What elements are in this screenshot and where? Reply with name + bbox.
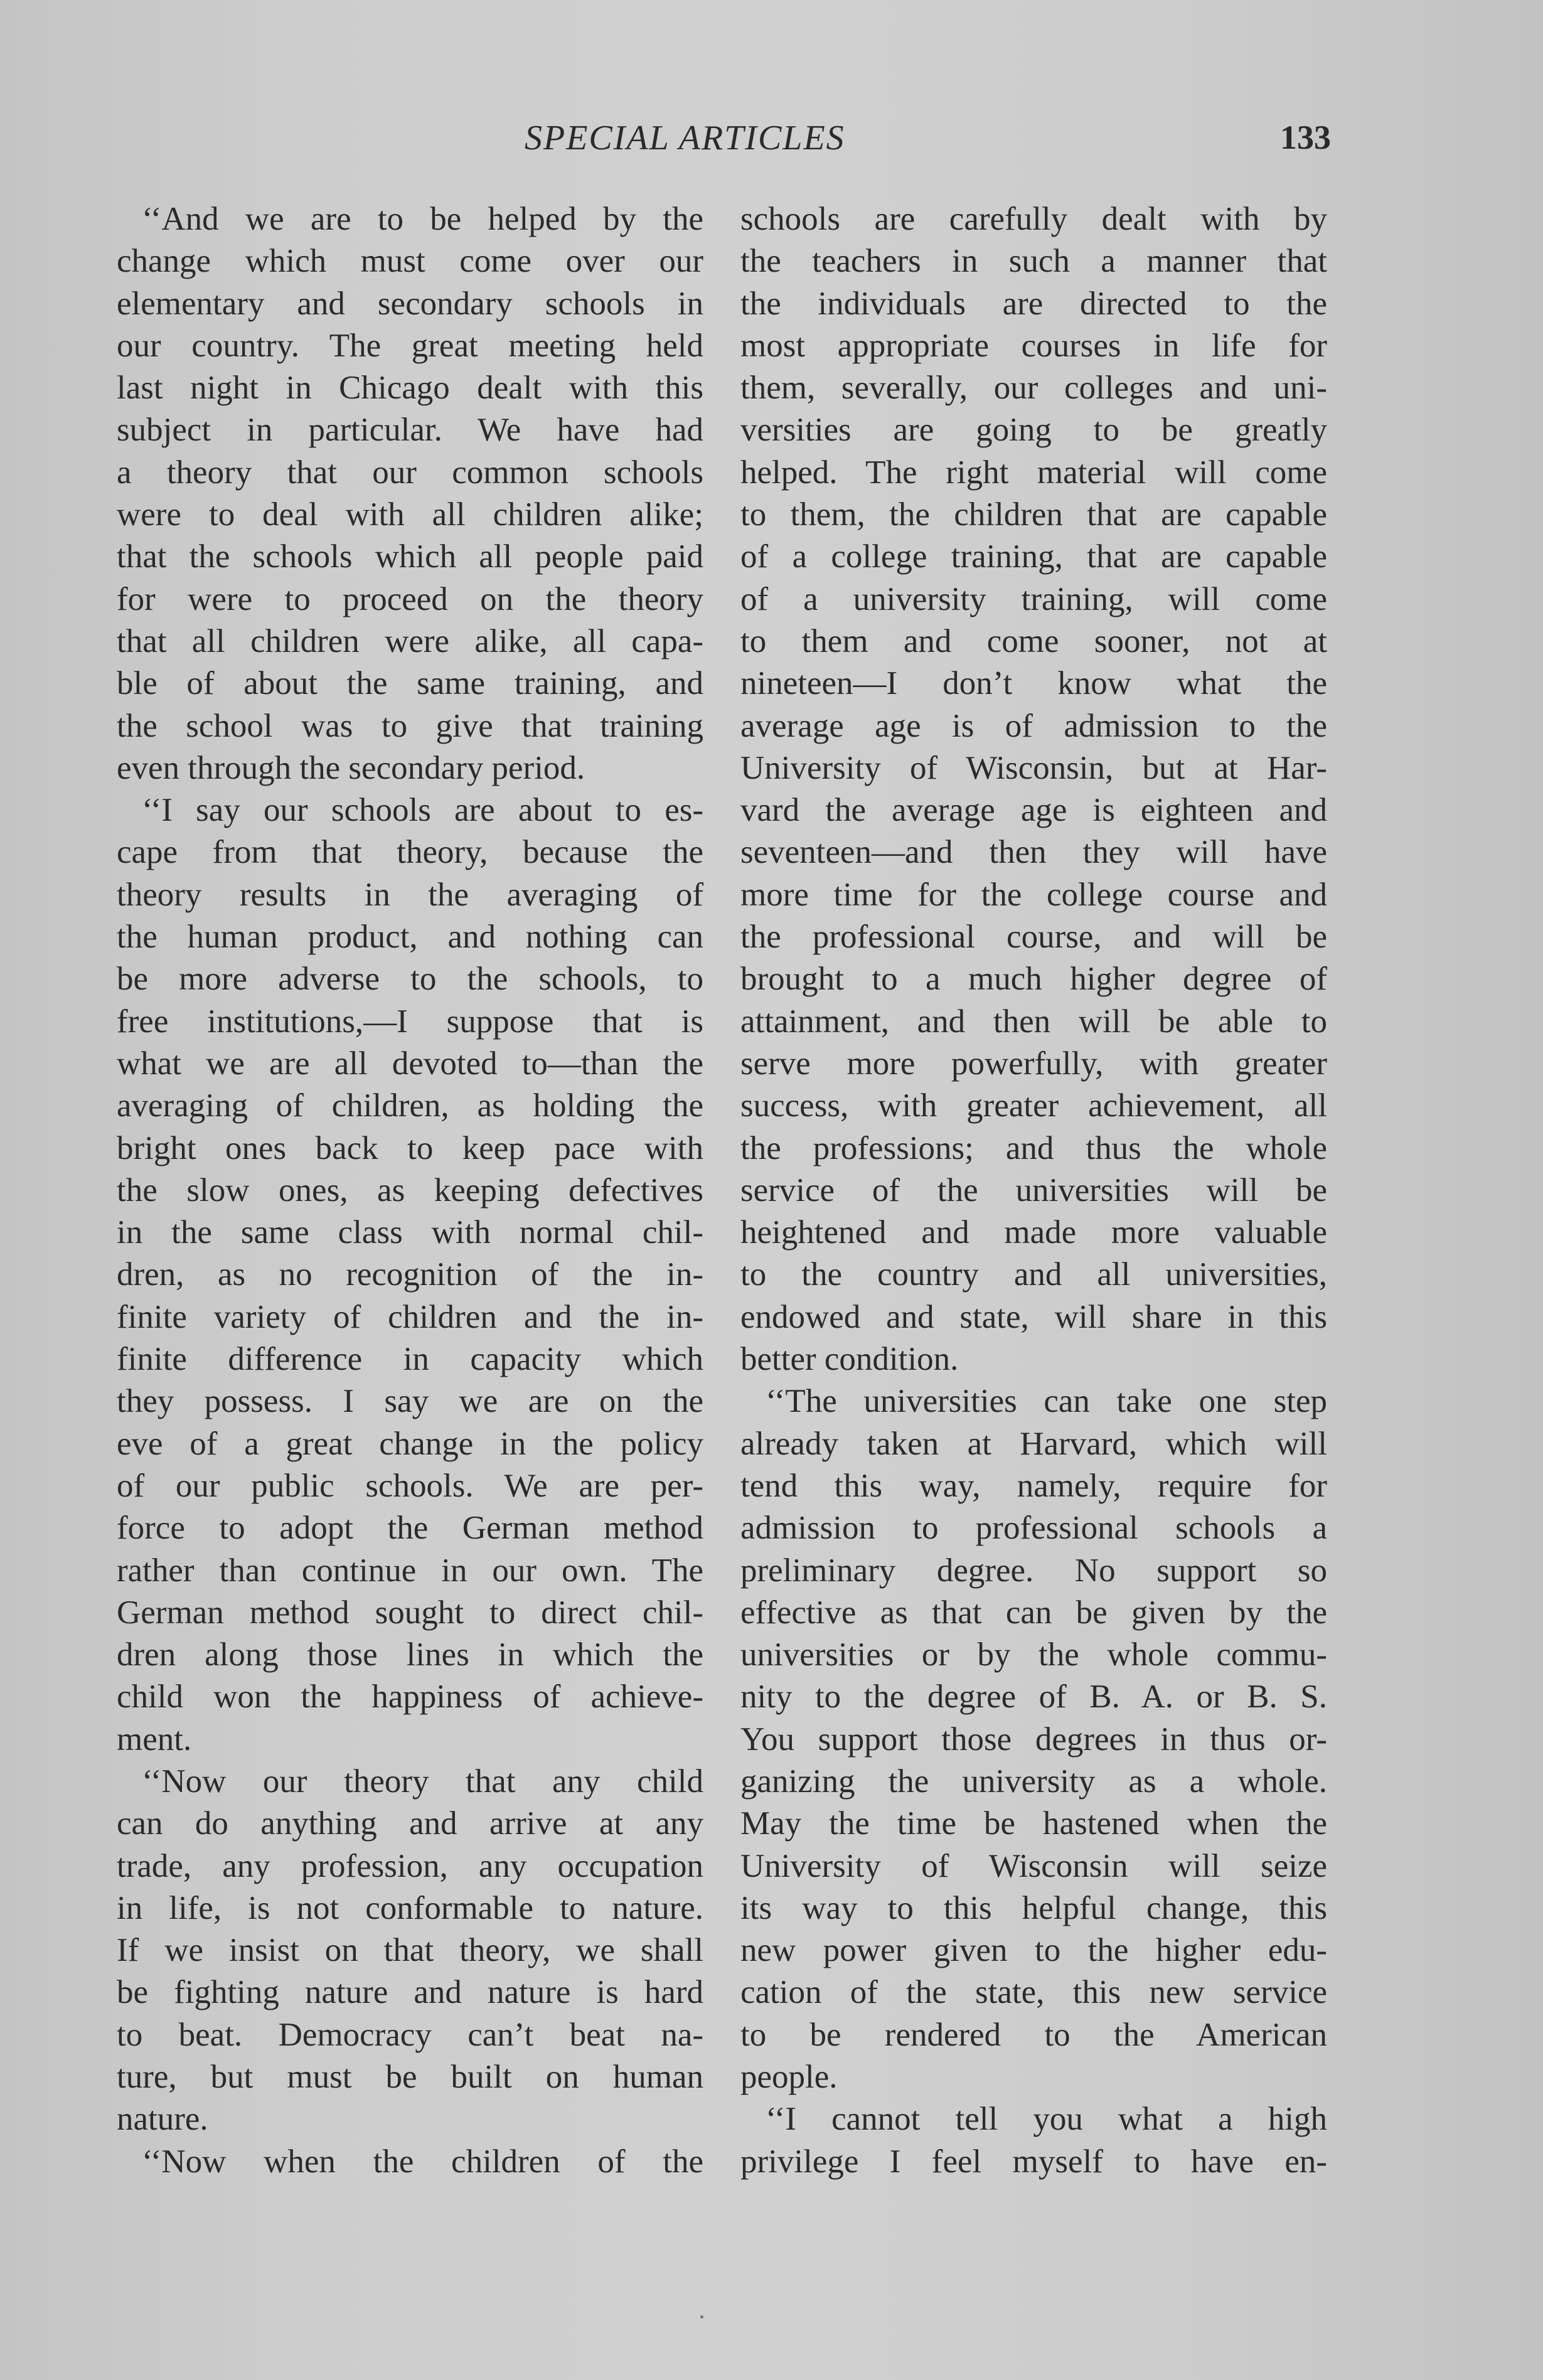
text-line: can do anything and arrive at any [117, 1805, 703, 1842]
text-line: ment. [117, 1721, 192, 1758]
text-line: German method sought to direct chil- [117, 1594, 703, 1631]
text-line: bright ones back to keep pace with [117, 1129, 703, 1166]
text-line: seventeen—and then they will have [740, 834, 1327, 871]
text-line: of a university training, will come [740, 580, 1327, 617]
text-line: of a college training, that are capable [740, 538, 1327, 575]
text-line: success, with greater achievement, all [740, 1087, 1327, 1124]
text-line: ‘‘I say our schools are about to es- [142, 792, 703, 829]
text-line: ‘‘And we are to be helped by the [142, 201, 703, 237]
text-line: to be rendered to the American [740, 2016, 1327, 2053]
text-line: finite variety of children and the in- [117, 1298, 703, 1335]
text-line: nity to the degree of B. A. or B. S. [740, 1678, 1327, 1716]
text-line: ture, but must be built on human [117, 2059, 703, 2096]
text-line: tend this way, namely, require for [740, 1467, 1327, 1504]
print-speck [700, 2315, 703, 2319]
text-line: cation of the state, this new service [740, 1974, 1327, 2011]
text-line: child won the happiness of achieve- [117, 1678, 703, 1716]
text-line: already taken at Harvard, which will [740, 1425, 1327, 1462]
text-line: privilege I feel myself to have en- [740, 2143, 1327, 2180]
text-line: admission to professional schools a [740, 1510, 1327, 1547]
text-line: subject in particular. We have had [117, 412, 703, 449]
text-line: ‘‘Now our theory that any child [142, 1763, 703, 1800]
text-line: the professions; and thus the whole [740, 1129, 1327, 1166]
text-line: nature. [117, 2101, 208, 2138]
text-line: ganizing the university as a whole. [740, 1763, 1327, 1800]
text-line: nineteen—I don’t know what the [740, 665, 1327, 702]
text-line: that the schools which all people paid [117, 538, 703, 575]
text-line: dren, as no recognition of the in- [117, 1256, 703, 1293]
text-line: If we insist on that theory, we shall [117, 1932, 703, 1969]
text-line: for were to proceed on the theory [117, 580, 703, 617]
text-line: that all children were alike, all capa- [117, 622, 703, 659]
text-line: University of Wisconsin will seize [740, 1847, 1327, 1884]
text-line: to them, the children that are capable [740, 496, 1327, 533]
text-line: the professional course, and will be [740, 919, 1327, 956]
text-line: be more adverse to the schools, to [117, 961, 703, 998]
text-line: to the country and all universities, [740, 1256, 1327, 1293]
running-head: SPECIAL ARTICLES [525, 119, 845, 157]
text-line: to them and come sooner, not at [740, 622, 1327, 659]
text-line: be fighting nature and nature is hard [117, 1974, 703, 2011]
text-line: the teachers in such a manner that [740, 243, 1327, 280]
text-line: averaging of children, as holding the [117, 1087, 703, 1124]
text-line: change which must come over our [117, 243, 703, 280]
text-line: more time for the college course and [740, 876, 1327, 913]
text-line: ble of about the same training, and [117, 665, 703, 702]
text-line: the slow ones, as keeping defectives [117, 1171, 703, 1209]
text-line: versities are going to be greatly [740, 412, 1327, 449]
text-line: universities or by the whole commu- [740, 1636, 1327, 1673]
text-line: ‘‘I cannot tell you what a high [766, 2101, 1327, 2138]
text-line: brought to a much higher degree of [740, 961, 1327, 998]
text-line: effective as that can be given by the [740, 1594, 1327, 1631]
text-line: the individuals are directed to the [740, 285, 1327, 322]
text-line: they possess. I say we are on the [117, 1383, 703, 1420]
text-line: University of Wisconsin, but at Har- [740, 749, 1327, 786]
text-line: people. [740, 2059, 838, 2096]
text-line: May the time be hastened when the [740, 1805, 1327, 1842]
text-line: our country. The great meeting held [117, 327, 703, 364]
left-column [117, 198, 703, 2183]
text-line: in life, is not conformable to nature. [117, 1889, 703, 1926]
text-line: schools are carefully dealt with by [740, 201, 1327, 237]
text-line: force to adopt the German method [117, 1510, 703, 1547]
text-line: endowed and state, will share in this [740, 1298, 1327, 1335]
text-line: to beat. Democracy can’t beat na- [117, 2016, 703, 2053]
text-line: serve more powerfully, with greater [740, 1045, 1327, 1082]
text-line: them, severally, our colleges and uni- [740, 370, 1327, 407]
text-line: trade, any profession, any occupation [117, 1847, 703, 1884]
text-line: heightened and made more valuable [740, 1214, 1327, 1251]
text-line: most appropriate courses in life for [740, 327, 1327, 364]
text-line: theory results in the averaging of [117, 876, 703, 913]
text-line: vard the average age is eighteen and [740, 792, 1327, 829]
text-line: new power given to the higher edu- [740, 1932, 1327, 1969]
text-line: free institutions,—I suppose that is [117, 1003, 703, 1040]
text-line: last night in Chicago dealt with this [117, 370, 703, 407]
text-line: a theory that our common schools [117, 454, 703, 491]
right-column [740, 198, 1327, 2183]
text-line: helped. The right material will come [740, 454, 1327, 491]
text-line: the human product, and nothing can [117, 919, 703, 956]
text-line: cape from that theory, because the [117, 834, 703, 871]
page-number: 133 [1280, 119, 1331, 156]
text-line: what we are all devoted to—than the [117, 1045, 703, 1082]
text-line: its way to this helpful change, this [740, 1889, 1327, 1926]
text-line: rather than continue in our own. The [117, 1552, 703, 1589]
text-line: ‘‘Now when the children of the [142, 2143, 703, 2180]
text-line: eve of a great change in the policy [117, 1425, 703, 1462]
text-line: better condition. [740, 1341, 959, 1378]
text-line: average age is of admission to the [740, 707, 1327, 744]
text-line: even through the secondary period. [117, 749, 585, 786]
text-line: You support those degrees in thus or- [740, 1721, 1327, 1758]
text-line: of our public schools. We are per- [117, 1467, 703, 1504]
text-line: service of the universities will be [740, 1171, 1327, 1209]
text-line: finite difference in capacity which [117, 1341, 703, 1378]
text-line: elementary and secondary schools in [117, 285, 703, 322]
text-line: ‘‘The universities can take one step [766, 1383, 1327, 1420]
text-line: were to deal with all children alike; [117, 496, 703, 533]
text-line: attainment, and then will be able to [740, 1003, 1327, 1040]
text-line: dren along those lines in which the [117, 1636, 703, 1673]
text-line: in the same class with normal chil- [117, 1214, 703, 1251]
text-line: preliminary degree. No support so [740, 1552, 1327, 1589]
text-line: the school was to give that training [117, 707, 703, 744]
